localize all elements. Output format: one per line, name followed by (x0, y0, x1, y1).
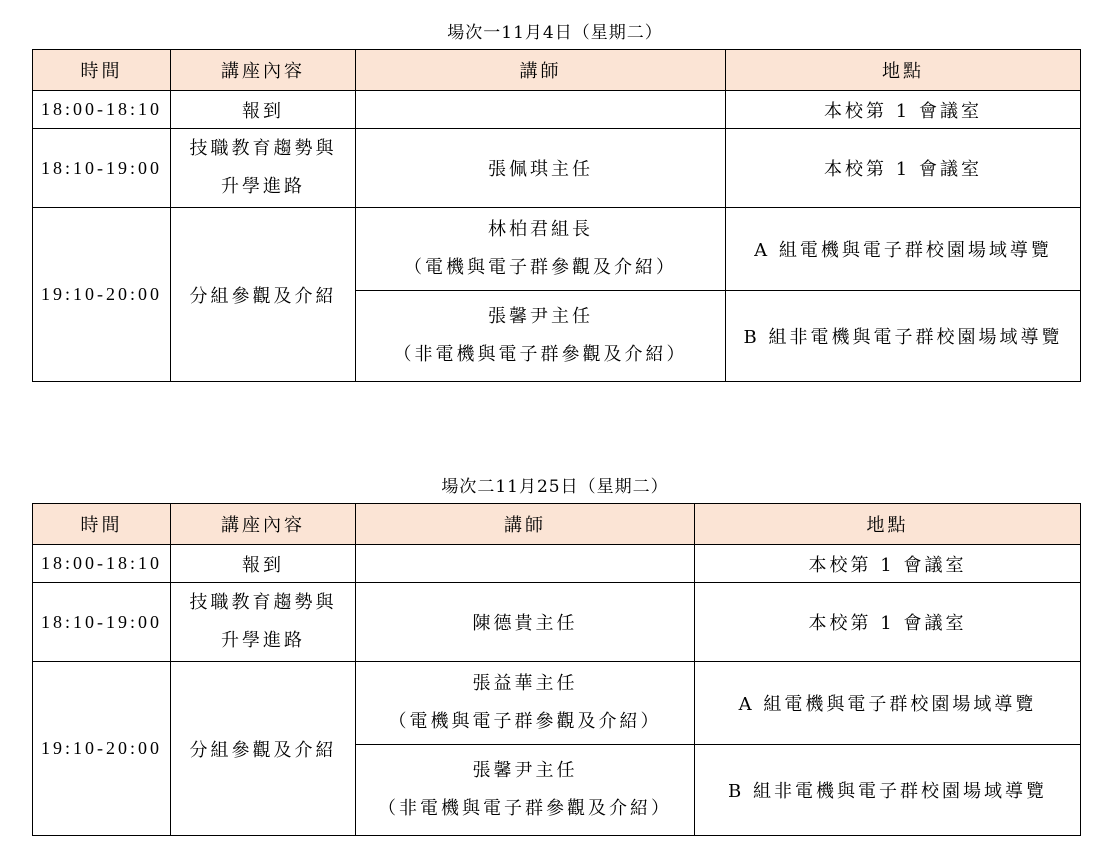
content-line: 升學進路 (221, 630, 305, 651)
speaker-note: （非電機與電子群參觀及介紹） (393, 344, 688, 365)
speaker-name: 張益華主任 (472, 673, 578, 694)
session-1-table (32, 49, 1081, 382)
location-cell: B 組非電機與電子群校園場域導覽 (695, 745, 1081, 836)
speaker-note: （電機與電子群參觀及介紹） (404, 257, 677, 278)
speaker-name: 張馨尹主任 (488, 306, 593, 327)
content-cell: 報到 (171, 91, 356, 129)
speaker-cell: 張佩琪主任 (356, 129, 726, 208)
session-1-title: 場次一11月4日（星期二） (447, 23, 663, 43)
speaker-note: （非電機與電子群參觀及介紹） (378, 798, 672, 819)
content-line: 技職教育趨勢與 (189, 592, 337, 613)
speaker-cell (356, 91, 726, 129)
header-time: 時間 (33, 50, 171, 91)
content-line: 技職教育趨勢與 (189, 138, 337, 159)
speaker-name: 林柏君組長 (488, 219, 593, 240)
table-row (33, 545, 1081, 583)
header-row (33, 504, 1081, 545)
speaker-cell (356, 291, 726, 382)
table-row (33, 662, 1081, 745)
location-cell: A 組電機與電子群校園場域導覽 (695, 662, 1081, 745)
location-cell: 本校第 1 會議室 (695, 545, 1081, 583)
content-line: 升學進路 (221, 176, 305, 197)
content-cell (171, 583, 356, 662)
table-row (33, 208, 1081, 291)
location-cell: 本校第 1 會議室 (726, 91, 1081, 129)
location-cell: B 組非電機與電子群校園場域導覽 (726, 291, 1081, 382)
content-cell: 分組參觀及介紹 (171, 208, 356, 382)
time-cell: 19:10-20:00 (33, 662, 171, 836)
content-cell: 分組參觀及介紹 (171, 662, 356, 836)
session-2-table (32, 503, 1081, 836)
header-location: 地點 (695, 504, 1081, 545)
speaker-cell (356, 662, 695, 745)
time-cell: 18:10-19:00 (33, 129, 171, 208)
header-location: 地點 (726, 50, 1081, 91)
time-cell: 18:00-18:10 (33, 545, 171, 583)
time-cell: 18:00-18:10 (33, 91, 171, 129)
header-content: 講座內容 (171, 50, 356, 91)
session-2-title: 場次二11月25日（星期二） (441, 477, 669, 497)
header-content: 講座內容 (171, 504, 356, 545)
table-row (33, 91, 1081, 129)
header-row (33, 50, 1081, 91)
header-speaker: 講師 (356, 504, 695, 545)
table-row (33, 583, 1081, 662)
table-row (33, 129, 1081, 208)
content-cell (171, 129, 356, 208)
header-time: 時間 (33, 504, 171, 545)
content-cell: 報到 (171, 545, 356, 583)
speaker-name: 張馨尹主任 (472, 760, 578, 781)
time-cell: 18:10-19:00 (33, 583, 171, 662)
location-cell: 本校第 1 會議室 (695, 583, 1081, 662)
location-cell: 本校第 1 會議室 (726, 129, 1081, 208)
speaker-cell (356, 208, 726, 291)
speaker-note: （電機與電子群參觀及介紹） (388, 711, 662, 732)
time-cell: 19:10-20:00 (33, 208, 171, 382)
speaker-cell (356, 545, 695, 583)
speaker-cell (356, 745, 695, 836)
header-speaker: 講師 (356, 50, 726, 91)
speaker-cell: 陳德貴主任 (356, 583, 695, 662)
location-cell: A 組電機與電子群校園場域導覽 (726, 208, 1081, 291)
